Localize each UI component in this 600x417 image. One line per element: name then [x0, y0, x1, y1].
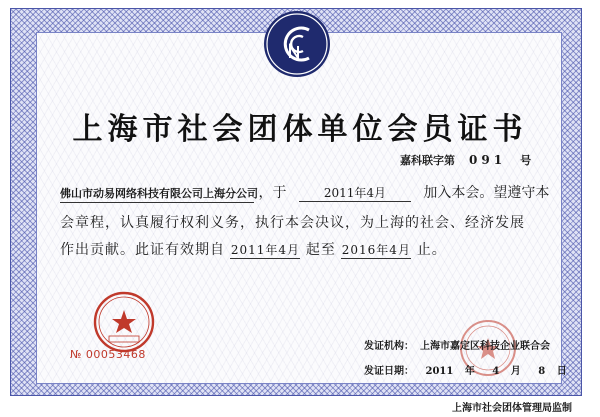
issue-date — [364, 362, 567, 377]
ref-suffix: 号 — [520, 154, 532, 167]
association-emblem-icon — [263, 10, 331, 78]
join-date: 2011年4月 — [299, 185, 411, 202]
date-year: 2011 — [425, 366, 454, 377]
date-month: 4 — [492, 366, 500, 377]
body-line-1 — [60, 182, 549, 203]
validity-mid: 起至 — [305, 242, 336, 258]
body-line-3 — [60, 239, 447, 259]
issuer-value: 上海市嘉定区科技企业联合会 — [420, 341, 550, 352]
date-year-unit: 年 — [464, 366, 475, 377]
company-name: 佛山市动易网络科技有限公司上海分公司 — [60, 186, 254, 203]
valid-to: 2016年4月 — [341, 243, 411, 257]
date-day-unit: 日 — [556, 366, 567, 377]
joined-text: 加入本会。望遵守本 — [423, 185, 550, 201]
date-label: 发证日期： — [364, 366, 414, 377]
ref-prefix: 嘉科联字第 — [400, 154, 455, 167]
body-line-2: 会章程，认真履行权利义务，执行本会决议，为上海的社会、经济发展 — [60, 215, 525, 231]
red-seal-icon — [92, 290, 156, 354]
comma-text: ，于 — [258, 185, 287, 201]
date-month-unit: 月 — [510, 366, 521, 377]
supervision-note: 上海市社会团体管理局监制 — [452, 403, 572, 414]
serial-number: № 00053468 — [70, 348, 146, 361]
date-day: 8 — [538, 366, 546, 377]
ref-number: 091 — [469, 153, 507, 167]
issuer — [364, 337, 550, 352]
certificate-title: 上海市社会团体单位会员证书 — [72, 112, 528, 147]
issuer-label: 发证机构： — [364, 341, 414, 352]
validity-prefix: 作出贡献。此证有效期自 — [60, 242, 225, 258]
validity-end: 止。 — [416, 242, 447, 258]
valid-from: 2011年4月 — [230, 243, 301, 257]
reference-number — [400, 152, 531, 168]
